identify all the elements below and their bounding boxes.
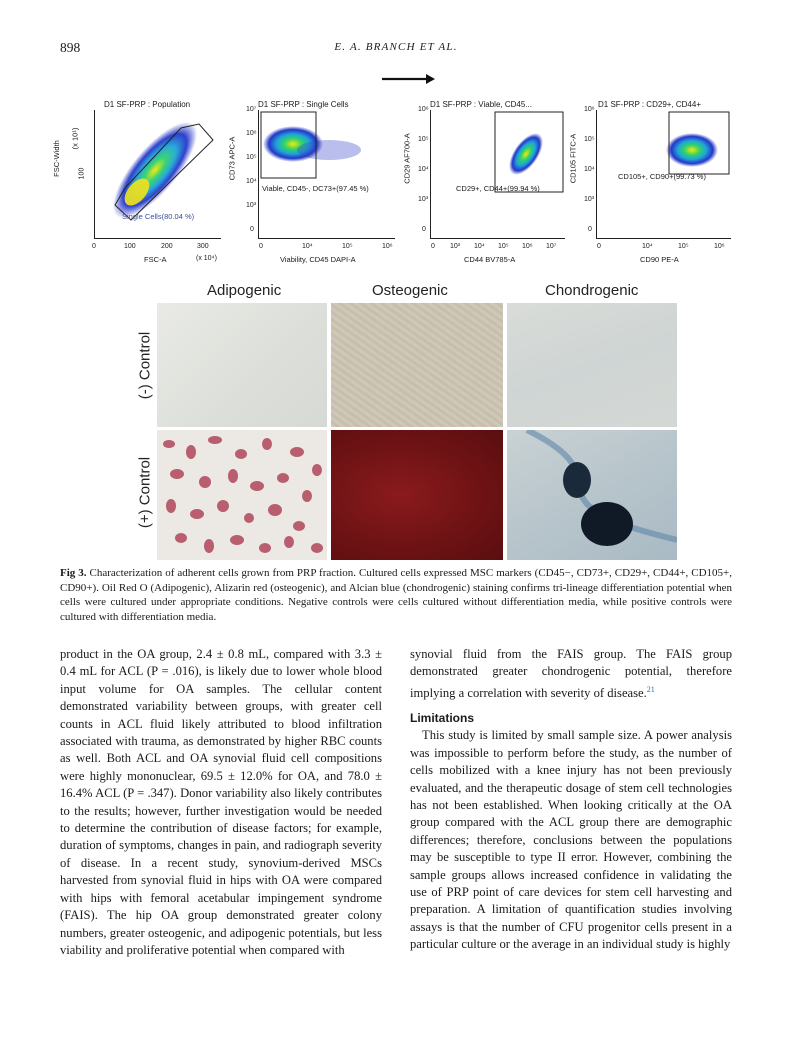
- y-tick: 10³: [584, 196, 595, 203]
- flow-panel-cd29-cd44: [570, 98, 740, 273]
- x-axis-unit: (x 10⁴): [196, 255, 217, 262]
- y-axis-unit: (x 10¹): [70, 127, 80, 150]
- row-label-negative-control: (-) Control: [136, 331, 154, 400]
- flow-panel-single-cells: [227, 98, 407, 273]
- x-tick: 10⁵: [498, 243, 509, 250]
- x-tick: 0: [92, 243, 96, 250]
- x-tick: 10⁴: [474, 243, 485, 250]
- y-tick: 10⁷: [246, 106, 257, 113]
- y-tick: 0: [588, 226, 592, 233]
- figure-caption: [60, 566, 732, 624]
- gate-label: CD105+, CD90+(99.73 %): [618, 172, 706, 181]
- x-axis-label: CD90 PE-A: [640, 255, 679, 264]
- panel-title: D1 SF-PRP : CD29+, CD44+: [598, 100, 702, 109]
- gate-label: CD29+, CD44+(99.94 %): [456, 184, 540, 193]
- column-title-osteogenic: Osteogenic: [372, 282, 448, 299]
- column-title-chondrogenic: Chondrogenic: [545, 282, 639, 299]
- right-paragraph-2: This study is limited by small sample size. A power analysis was impossible to perform before the study, as the number of cells mobilized with a knee injury has not been previously evaluated, and the therapeutic dosage of stem cell technologies has not been established. When looking critically at the OA group compared with the ACL group there are demographic differences; therefore, conclusions between the populations may be susceptible to type II error. However, combining the sample groups allows increased confidence in validating the use of PRP point of care devices for stem cell harvesting and preparation. A limitation of quantification studies involving assays is that the number of CFU progenitor cells present in a particular culture or the average in an individual study is highly: [410, 728, 732, 952]
- x-tick: 10⁴: [642, 243, 653, 250]
- y-tick: 100: [78, 167, 86, 180]
- x-tick: 10⁵: [342, 243, 353, 250]
- y-tick: 10⁴: [584, 166, 595, 173]
- y-tick: 0: [422, 226, 426, 233]
- column-title-adipogenic: Adipogenic: [207, 282, 282, 299]
- panel-title: D1 SF-PRP : Single Cells: [258, 100, 349, 109]
- y-axis-label: CD29 AF700-A: [402, 133, 412, 184]
- micrograph-osteogenic-negative: [331, 303, 503, 427]
- micrograph-chondrogenic-positive: [507, 430, 677, 560]
- reference-link[interactable]: 21: [646, 684, 655, 694]
- x-tick: 200: [161, 243, 173, 250]
- y-tick: 0: [250, 226, 254, 233]
- chondrocyte-nodules: [507, 430, 677, 560]
- scatter-density: [431, 110, 565, 238]
- x-tick: 0: [259, 243, 263, 250]
- right-paragraph-1: [410, 646, 732, 702]
- gate-label: Viable, CD45-, DC73+(97.45 %): [262, 184, 369, 193]
- micrograph-adipogenic-positive: [157, 430, 327, 560]
- left-column: [60, 646, 382, 959]
- section-heading-limitations: Limitations: [410, 711, 475, 726]
- running-head: E. A. BRANCH ET AL.: [334, 41, 458, 53]
- y-tick: 10⁵: [418, 136, 429, 143]
- y-tick: 10⁶: [246, 130, 257, 137]
- x-tick: 300: [197, 243, 209, 250]
- panel-title: D1 SF-PRP : Viable, CD45...: [430, 100, 532, 109]
- x-tick: 10⁶: [382, 243, 393, 250]
- micrograph-osteogenic-positive: [331, 430, 503, 560]
- x-tick: 10⁶: [714, 243, 725, 250]
- y-tick: 10⁶: [418, 106, 429, 113]
- x-tick: 10⁴: [302, 243, 313, 250]
- y-tick: 10⁵: [584, 136, 595, 143]
- y-axis-label: CD73 APC-A: [227, 136, 237, 181]
- y-axis-label: CD105 FITC-A: [568, 133, 578, 184]
- gate-label: Single Cells(80.04 %): [122, 212, 195, 221]
- caption-text: Characterization of adherent cells grown from PRP fraction. Cultured cells expressed MSC markers (CD45−, CD73+, CD29+, CD44+, CD105+, CD90+). Oil Red O (Adipogenic), Alizarin red (osteogenic), and Alcian blue (chondrogenic) staining confirms tri-lineage differentiation potential when cells were cultured under appropriate conditions. Negative controls were cells cultured without differentiation media, while positive controls were cultured with differentiation media.: [60, 567, 733, 623]
- micrograph-adipogenic-negative: [157, 303, 327, 427]
- arrow-right-icon: [380, 72, 436, 86]
- x-axis-label: Viability, CD45 DAPI-A: [280, 255, 356, 264]
- adipocyte-stain: [157, 430, 327, 560]
- y-tick: 10⁴: [246, 178, 257, 185]
- y-tick: 10³: [418, 196, 429, 203]
- right-column: [410, 646, 732, 954]
- scatter-density: [259, 110, 395, 238]
- row-label-positive-control: (+) Control: [136, 456, 154, 529]
- x-tick: 10³: [450, 243, 461, 250]
- page-number: 898: [60, 40, 81, 55]
- left-paragraph: product in the OA group, 2.4 ± 0.8 mL, compared with 3.3 ± 0.4 mL for ACL (P = .016), is likely due to lower whole blood input volume for OA samples. The cellular content demonstrated variability between groups, with greater cell counts in ACL fluid likely attributed to blood infiltration associated with trauma, as demonstrated by higher RBC counts as well. Both ACL and OA synovial fluid cell compositions were highly mononuclear, 69.5 ± 12.0% for OA, and 78.0 ± 16.4% ACL (P = .347). Donor variability also likely contributes to the results; however, further investigation would be needed to determine the contribution of disease factors; for example, duration of symptoms, changes in pain, and radiograph severity of disease. In a recent study, synovium-derived MSCs harvested from synovial fluid in hips with OA were compared with hips with femoral acetabular impingement syndrome (FAIS). The hip OA group demonstrated greater colony numbers, greater osteogenic, and adipogenic potentials, but less viability and proliferative potential when compared with: [60, 647, 382, 957]
- caption-label: Fig 3.: [60, 567, 87, 579]
- y-tick: 10³: [246, 202, 257, 209]
- x-tick: 0: [597, 243, 601, 250]
- right-paragraph-1-text: synovial fluid from the FAIS group. The FAIS group demonstrated greater chondrogenic potential, therefore implying a correlation with severity of disease.: [410, 647, 732, 700]
- x-tick: 10⁵: [678, 243, 689, 250]
- plot-area: [258, 110, 395, 239]
- flow-panel-population: [51, 98, 230, 273]
- x-axis-label: CD44 BV785-A: [464, 255, 516, 264]
- micrograph-chondrogenic-negative: [507, 303, 677, 427]
- panel-title: D1 SF-PRP : Population: [104, 100, 191, 109]
- x-tick: 0: [431, 243, 435, 250]
- x-axis-label: FSC-A: [144, 255, 167, 264]
- y-tick: 10⁶: [584, 106, 595, 113]
- plot-area: [430, 110, 565, 239]
- x-tick: 100: [124, 243, 136, 250]
- y-axis-label: FSC-Width: [51, 140, 61, 177]
- y-tick: 10⁵: [246, 154, 257, 161]
- flow-panel-viable: [404, 98, 574, 273]
- x-tick: 10⁶: [522, 243, 533, 250]
- x-tick: 10⁷: [546, 243, 557, 250]
- y-tick: 10⁴: [418, 166, 429, 173]
